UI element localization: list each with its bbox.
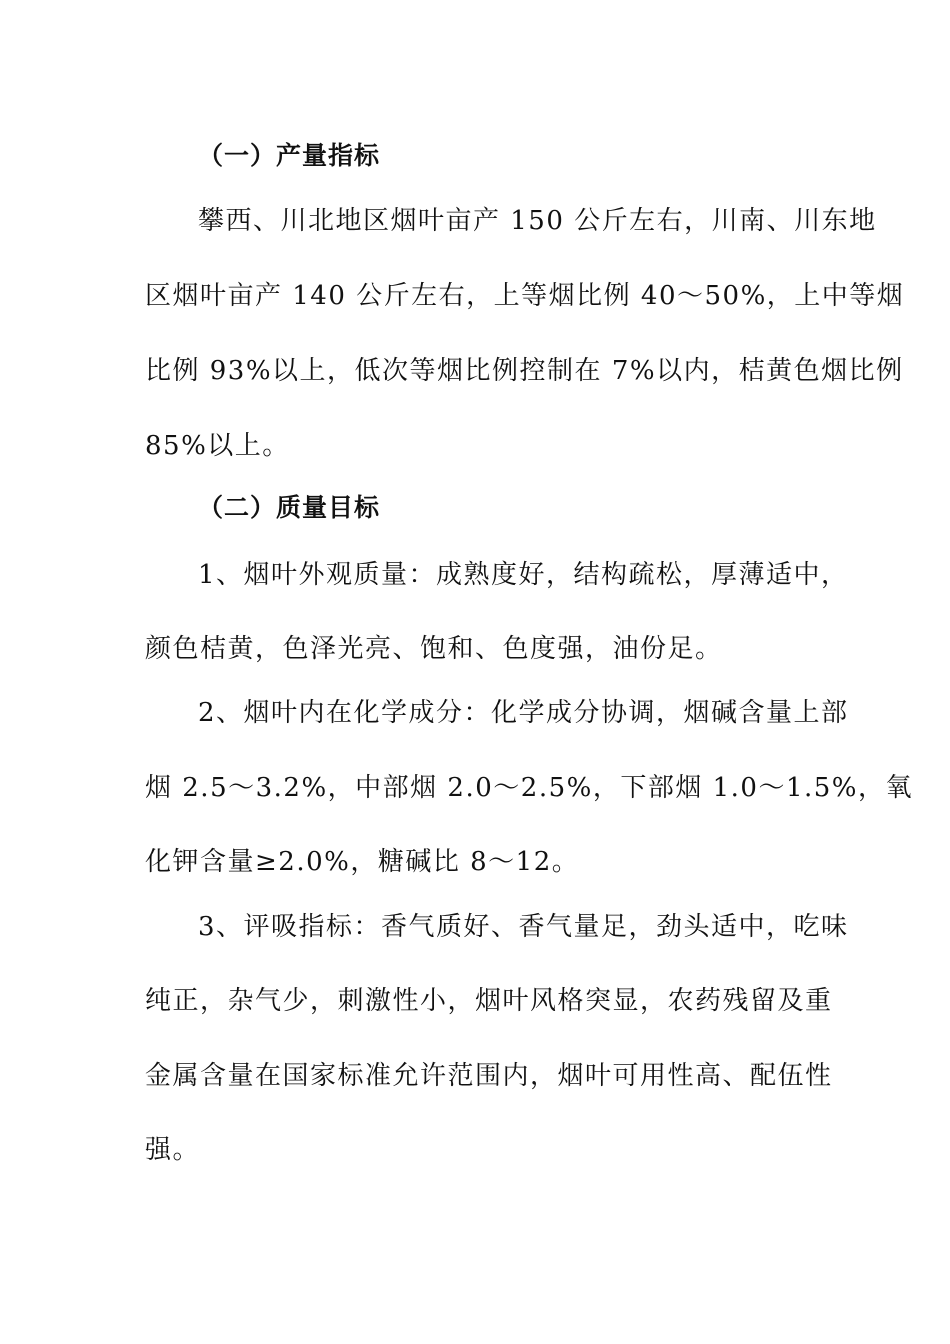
paragraph-line: 3、评吸指标：香气质好、香气量足，劲头适中，吃味: [198, 912, 849, 942]
paragraph-line: 比例 93%以上，低次等烟比例控制在 7%以内，桔黄色烟比例: [145, 356, 904, 386]
paragraph-line: 金属含量在国家标准允许范围内，烟叶可用性高、配伍性: [145, 1061, 833, 1091]
paragraph-line: 烟 2.5～3.2%，中部烟 2.0～2.5%，下部烟 1.0～1.5%，氧: [145, 773, 914, 803]
paragraph-line: 化钾含量≥2.0%，糖碱比 8～12。: [145, 847, 580, 877]
section-heading-yield: （一）产量指标: [198, 141, 381, 170]
paragraph-line: 2、烟叶内在化学成分：化学成分协调，烟碱含量上部: [198, 698, 849, 728]
paragraph-line: 强。: [145, 1135, 201, 1165]
paragraph-line: 85%以上。: [145, 431, 290, 461]
paragraph-line: 1、烟叶外观质量：成熟度好，结构疏松，厚薄适中，: [198, 560, 849, 590]
section-heading-quality: （二）质量目标: [198, 493, 381, 522]
paragraph-line: 纯正，杂气少，刺激性小，烟叶风格突显，农药残留及重: [145, 986, 833, 1016]
paragraph-line: 颜色桔黄，色泽光亮、饱和、色度强，油份足。: [145, 634, 723, 664]
paragraph-line: 区烟叶亩产 140 公斤左右，上等烟比例 40～50%，上中等烟: [145, 281, 905, 311]
paragraph-line: 攀西、川北地区烟叶亩产 150 公斤左右，川南、川东地: [198, 206, 877, 236]
